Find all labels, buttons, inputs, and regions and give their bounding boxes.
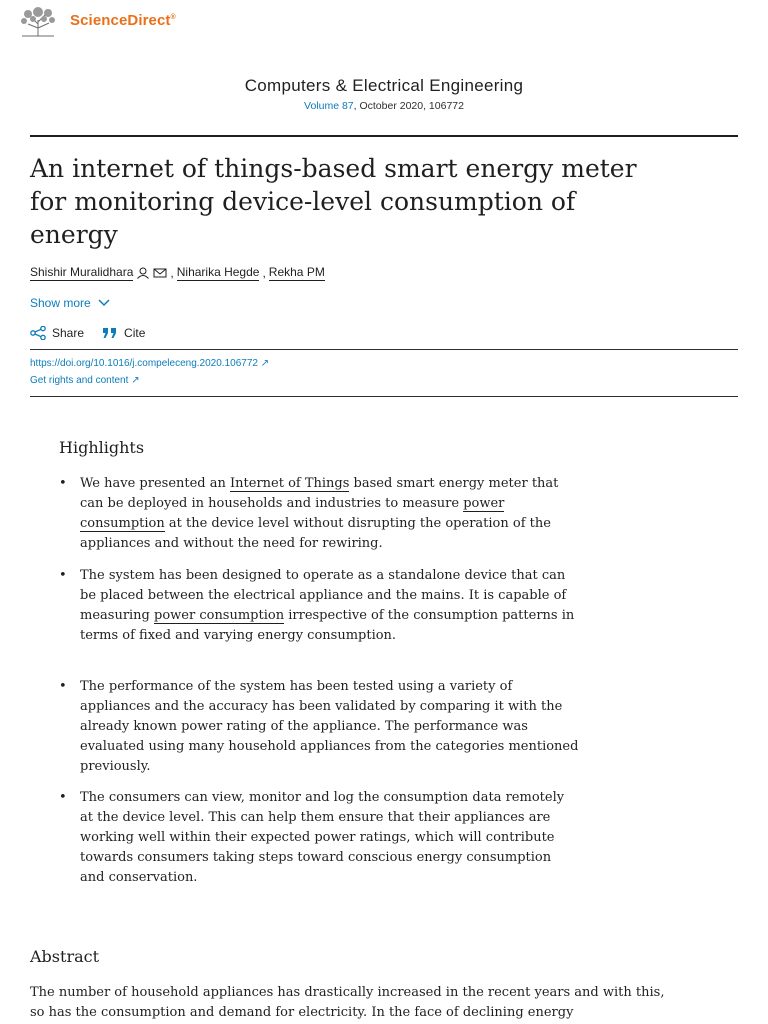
chevron-down-icon [97, 298, 111, 308]
divider [30, 396, 738, 397]
list-item [59, 677, 579, 777]
list-item [59, 566, 579, 646]
show-more-button[interactable] [30, 296, 111, 310]
doi-link[interactable] [30, 358, 269, 369]
author-link[interactable]: Shishir Muralidhara [30, 265, 134, 279]
topic-link[interactable]: power consumption [80, 496, 505, 531]
list-item [59, 788, 579, 888]
author-separator: , [262, 266, 266, 280]
external-link-icon: ↗ [260, 358, 270, 369]
divider [30, 135, 738, 137]
email-icon[interactable] [153, 267, 167, 279]
abstract-heading: Abstract [30, 947, 100, 966]
highlight-text: irrespective of the consumption patterns in terms of fixed and varying energy consumption. [80, 608, 575, 643]
abstract-text: The number of household appliances has drastically increased in the recent years and with this, so has the consumption and demand for electricity. In the face of declining energy [30, 985, 665, 1020]
highlight-text: The system has been designed to operate as a standalone device that can be placed between the electrical appliance and the mains. It is capable of measuring [80, 568, 567, 623]
author-list [30, 265, 325, 281]
author-link[interactable]: Niharika Hegde [176, 265, 260, 279]
show-more-label: Show more [30, 296, 91, 310]
volume-link[interactable]: Volume 87 [304, 100, 354, 112]
site-header [0, 0, 768, 45]
person-icon[interactable] [136, 267, 150, 279]
topic-link[interactable]: Internet of Things [230, 476, 350, 491]
share-label: Share [52, 326, 85, 340]
highlight-text: We have presented an [80, 476, 231, 491]
share-icon [30, 326, 46, 340]
author-link[interactable]: Rekha PM [268, 265, 325, 279]
highlight-text: The consumers can view, monitor and log the consumption data remotely at the device level. This can help them ensure that their appliances are working well within their expected power ratings, which will contribute towards consumers taking steps toward conscious energy consumption and conservation. [80, 790, 565, 885]
issue-date: , October 2020, 106772 [353, 100, 464, 112]
cite-button[interactable] [102, 326, 145, 340]
rights-text: Get rights and content [30, 375, 129, 386]
topic-link[interactable]: power consumption [154, 608, 285, 623]
highlight-text: The performance of the system has been tested using a variety of appliances and the accuracy has been validated by comparing it with the already known power rating of the appliance. The performance was evaluated using many household appliances from the categories mentioned previously. [80, 679, 579, 774]
journal-title[interactable]: Computers & Electrical Engineering [244, 76, 524, 95]
share-button[interactable] [30, 326, 84, 340]
doi-text: https://doi.org/10.1016/j.compeleceng.2020.106772 [30, 358, 258, 369]
list-item [59, 474, 579, 554]
cite-label: Cite [124, 326, 146, 340]
brand-name[interactable]: ScienceDirect® [70, 12, 176, 29]
article-title: An internet of things-based smart energy meter for monitoring device-level consumption of energy [30, 154, 637, 249]
divider [30, 349, 738, 350]
quote-icon [102, 327, 118, 339]
rights-link[interactable] [30, 375, 140, 386]
elsevier-tree-logo[interactable] [16, 6, 60, 38]
external-link-icon: ↗ [131, 375, 140, 386]
article-actions [30, 326, 145, 340]
highlight-text: at the device level without disrupting the operation of the appliances and without the need for rewiring. [80, 516, 551, 551]
author-separator: , [170, 266, 174, 280]
volume-line [0, 100, 768, 112]
highlights-heading: Highlights [59, 438, 145, 457]
highlight-text: based smart energy meter that can be deployed in households and industries to measure [80, 476, 559, 511]
